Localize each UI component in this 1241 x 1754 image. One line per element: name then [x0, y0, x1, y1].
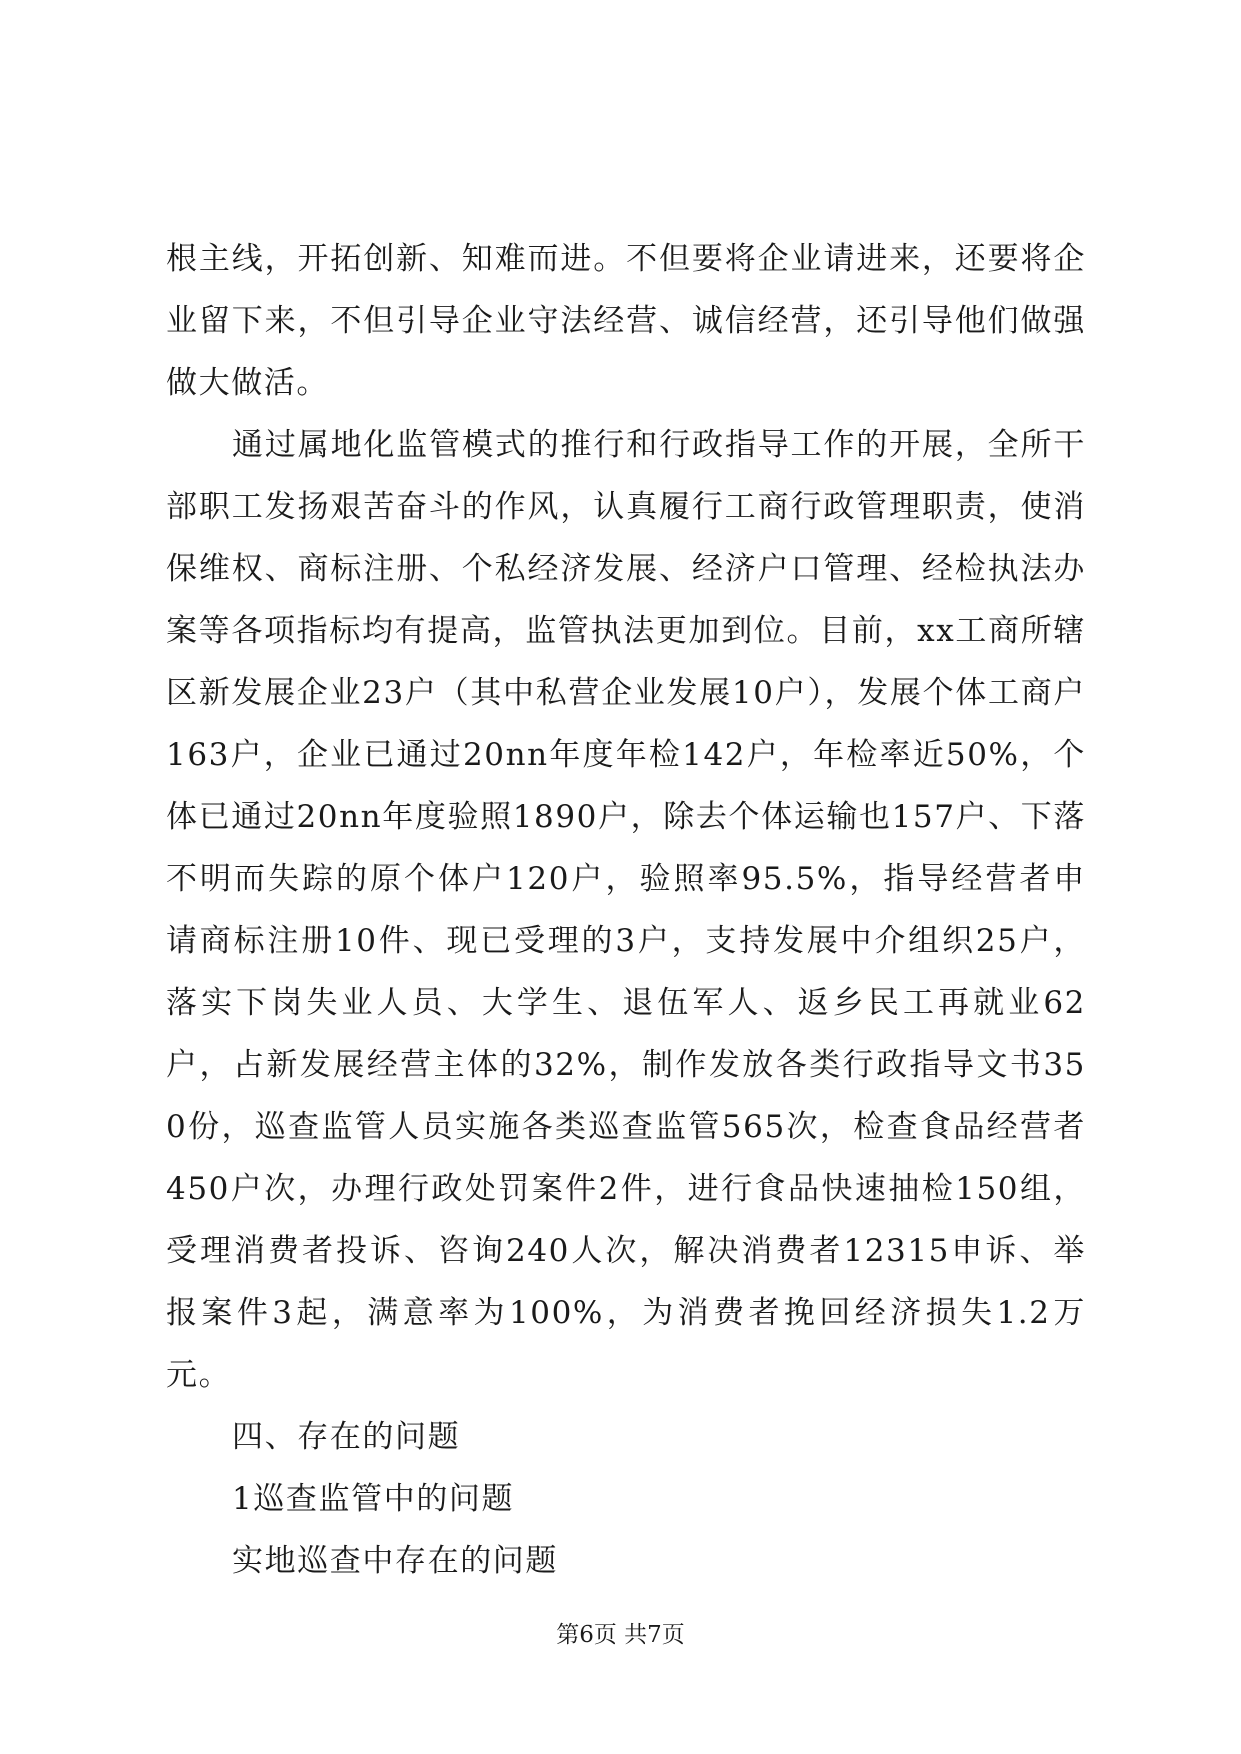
page-number-footer: 第6页 共7页: [556, 1622, 685, 1648]
subsection-heading-inspection: 1巡查监管中的问题: [232, 1481, 515, 1517]
paragraph-continuation: 根主线，开拓创新、知难而进。不但要将企业请进来，还要将企业留下来，不但引导企业守法经营、诚信经营，还引导他们做强做大做活。: [166, 241, 1086, 401]
document-body: [166, 228, 1086, 1592]
paragraph-achievements: 通过属地化监管模式的推行和行政指导工作的开展，全所干部职工发扬艰苦奋斗的作风，认真履行工商行政管理职责，使消保维权、商标注册、个私经济发展、经济户口管理、经检执法办案等各项指标均有提高，监管执法更加到位。目前，xx工商所辖区新发展企业23户（其中私营企业发展10户），发展个体工商户163户，企业已通过20nn年度年检142户，年检率近50%，个体已通过20nn年度验照1890户，除去个体运输也157户、下落不明而失踪的原个体户120户，验照率95.5%，指导经营者申请商标注册10件、现已受理的3户，支持发展中介组织25户，落实下岗失业人员、大学生、退伍军人、返乡民工再就业62户，占新发展经营主体的32%，制作发放各类行政指导文书350份，巡查监管人员实施各类巡查监管565次，检查食品经营者450户次，办理行政处罚案件2件，进行食品快速抽检150组，受理消费者投诉、咨询240人次，解决消费者12315申诉、举报案件3起，满意率为100%，为消费者挽回经济损失1.2万元。: [166, 427, 1086, 1393]
subsection-heading-field-inspection: 实地巡查中存在的问题: [232, 1543, 558, 1579]
section-heading-problems: 四、存在的问题: [232, 1419, 461, 1455]
